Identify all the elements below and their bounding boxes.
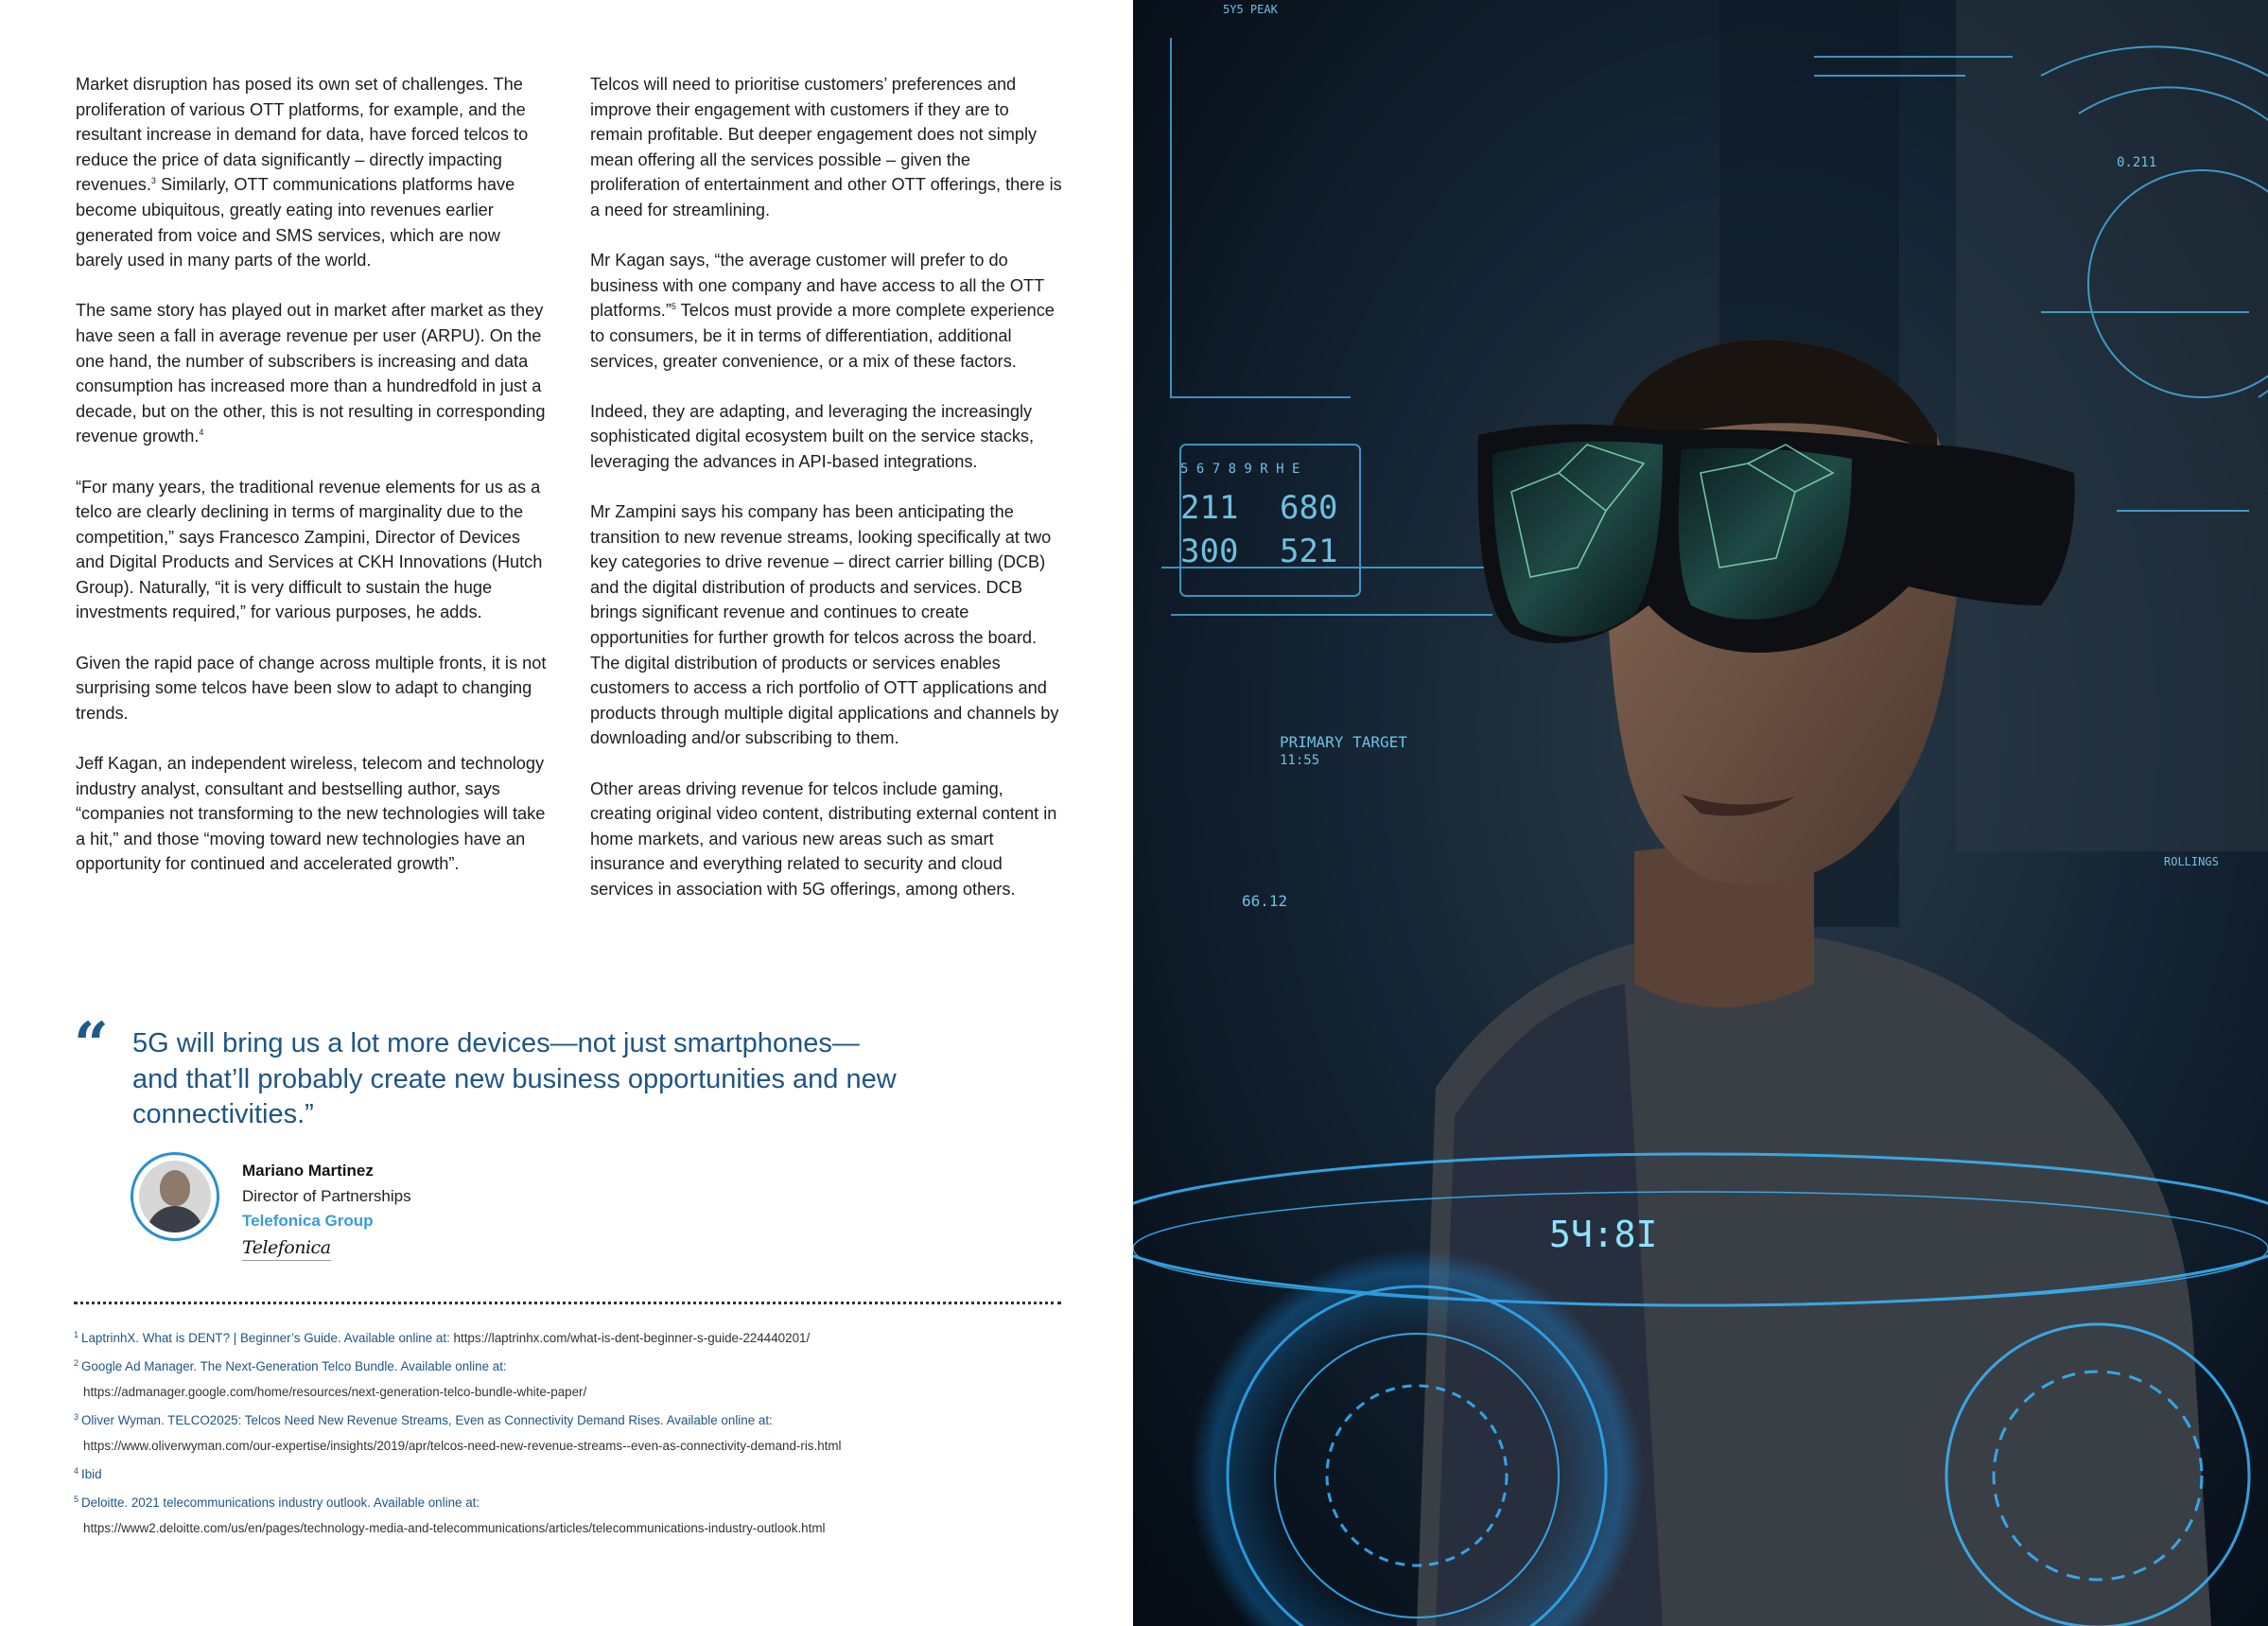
footnote-link[interactable]: https://www2.deloitte.com/us/en/pages/technology-media-and-telecommunications/articles/telecommunications-industry-outlook.html xyxy=(83,1521,826,1535)
paragraph-text: Telcos will need to prioritise customers’ preferences and improve their engagement with customers if they are to remain profitable. But deeper engagement does not simply mean offering all the services possible – given the proliferation of entertainment and other OTT offerings, there is a need for streamlining. xyxy=(590,75,1062,219)
vr-headset-photo xyxy=(1133,0,2268,1626)
footnote-item xyxy=(74,1405,1076,1459)
footnote-number: 1 xyxy=(74,1330,79,1339)
paragraph xyxy=(590,499,1063,751)
paragraph-text: Jeff Kagan, an independent wireless, telecom and technology industry analyst, consultant and bestselling author, says “companies not transforming to the new technologies will take a hit,” and those “moving toward new technologies have an opportunity for continued and accelerated growth”. xyxy=(76,754,546,874)
paragraph-text: Other areas driving revenue for telcos include gaming, creating original video content, distributing external content in home markets, and various new areas such as smart insurance and everything related to security and cloud services in association with 5G offerings, among others. xyxy=(590,778,1057,899)
pull-quote xyxy=(74,1009,906,1133)
avatar xyxy=(131,1152,219,1241)
left-text-column xyxy=(76,72,549,902)
footnote-reference: 3 xyxy=(150,176,156,186)
footnote-divider xyxy=(74,1302,1061,1304)
article-page xyxy=(0,0,1133,1626)
hud-primary-target: PRIMARY TARGET xyxy=(1280,733,1407,751)
paragraph xyxy=(590,248,1063,374)
footnote-item xyxy=(74,1459,1076,1487)
footnote-item xyxy=(74,1322,1076,1351)
paragraph-text: Given the rapid pace of change across multiple fronts, it is not surprising some telcos have been slow to adapt to changing trends. xyxy=(76,653,547,723)
hud-number-b: 680 xyxy=(1280,489,1338,527)
paragraph-text: Mr Kagan says, “the average customer will prefer to do business with one company and have access to all the OTT platforms.” xyxy=(590,251,1044,321)
quote-mark-icon: “ xyxy=(74,1009,109,1080)
hud-peak-label: 5Y5 PEAK xyxy=(1223,3,1278,16)
footnote-source: Oliver Wyman. TELCO2025: Telcos Need New Revenue Streams, Even as Connectivity Demand Rises. Available online at: xyxy=(81,1413,773,1427)
paragraph xyxy=(76,298,549,449)
paragraph-text: Mr Zampini says his company has been anticipating the transition to new revenue streams, looking specifically at two key categories to drive revenue – direct carrier billing (DCB) and the digital distribution of products and services. DCB brings significant revenue and continues to create opportunities for further growth for telcos across the board. The digital distribution of products or services enables customers to access a rich portfolio of OTT applications and products through multiple digital applications and channels by downloading and/or subscribing to them. xyxy=(590,502,1059,748)
telefonica-logo: Telefonica xyxy=(242,1237,331,1261)
speaker-title: Director of Partnerships xyxy=(242,1187,411,1205)
footnote-number: 5 xyxy=(74,1495,79,1504)
hud-number-c: 300 xyxy=(1180,533,1239,570)
footnote-source: Deloitte. 2021 telecommunications industry outlook. Available online at: xyxy=(81,1495,480,1510)
paragraph-text: Indeed, they are adapting, and leveraging the increasingly sophisticated digital ecosystem built on the service stacks, leveraging the advances in API-based integrations. xyxy=(590,401,1035,471)
footnotes xyxy=(74,1322,1076,1541)
paragraph xyxy=(590,777,1063,902)
paragraph xyxy=(590,72,1063,223)
footnote-link[interactable]: https://laptrinhx.com/what-is-dent-beginner-s-guide-224440201/ xyxy=(453,1331,811,1345)
paragraph xyxy=(76,751,549,877)
footnote-reference: 5 xyxy=(671,302,676,312)
speaker-card xyxy=(131,1152,603,1266)
right-text-column xyxy=(590,72,1063,927)
quote-text: 5G will bring us a lot more devices—not just smartphones— and that’ll probably create new business opportunities and new connectivities.” xyxy=(132,1028,897,1129)
hud-small-b: 66.12 xyxy=(1242,892,1288,910)
paragraph-text-continued: Telcos must provide a more complete experience to consumers, be it in terms of differentiation, additional services, greater convenience, or a mix of these factors. xyxy=(590,301,1055,371)
paragraph xyxy=(76,72,549,273)
paragraph-text-continued: Similarly, OTT communications platforms have become ubiquitous, greatly eating into revenues earlier generated from voice and SMS services, which are now barely used in many parts of the world. xyxy=(76,175,515,271)
paragraph-text: “For many years, the traditional revenue elements for us as a telco are clearly declining in terms of marginality due to the competition,” says Francesco Zampini, Director of Devices and Digital Products and Services at CKH Innovations (Hutch Group). Naturally, “it is very difficult to sustain the huge investments required,” for various purposes, he adds. xyxy=(76,477,543,622)
footnote-item xyxy=(74,1351,1076,1405)
paragraph-text: Market disruption has posed its own set of challenges. The proliferation of various OTT platforms, for example, and the resultant increase in demand for data, have forced telcos to reduce the price of data significantly – directly impacting revenues. xyxy=(76,75,529,195)
footnote-item xyxy=(74,1487,1076,1541)
footnote-source: Ibid xyxy=(81,1467,102,1481)
hud-rollings-label: ROLLINGS xyxy=(2164,855,2219,868)
hud-readout: 5Ч:8I xyxy=(1549,1214,1658,1255)
paragraph xyxy=(76,651,549,726)
hud-small-a: 0.211 xyxy=(2117,155,2157,170)
speaker-org: Telefonica Group xyxy=(242,1212,374,1230)
footnote-source: Google Ad Manager. The Next-Generation Telco Bundle. Available online at: xyxy=(81,1359,507,1373)
hud-grid-header: 5 6 7 8 9 R H E xyxy=(1180,462,1300,477)
hud-number-d: 521 xyxy=(1280,533,1338,570)
footnote-number: 2 xyxy=(74,1358,79,1368)
hud-time: 11:55 xyxy=(1280,753,1320,768)
speaker-name: Mariano Martinez xyxy=(242,1162,374,1180)
paragraph xyxy=(76,475,549,626)
footnote-reference: 4 xyxy=(199,428,204,438)
paragraph-text: The same story has played out in market after market as they have seen a fall in average revenue per user (ARPU). On the one hand, the number of subscribers is increasing and data consumption has increased more than a hundredfold in just a decade, but on the other, this is not resulting in corresponding revenue growth. xyxy=(76,301,546,446)
hud-illustration xyxy=(1133,0,2268,1626)
footnote-link[interactable]: https://www.oliverwyman.com/our-expertise/insights/2019/apr/telcos-need-new-revenue-streams--even-as-connectivity-demand-ris.html xyxy=(83,1439,842,1453)
hud-number-a: 211 xyxy=(1180,489,1239,527)
footnote-link[interactable]: https://admanager.google.com/home/resources/next-generation-telco-bundle-white-paper/ xyxy=(83,1385,587,1399)
footnote-number: 3 xyxy=(74,1412,79,1422)
footnote-number: 4 xyxy=(74,1466,79,1476)
footnote-source: LaptrinhX. What is DENT? | Beginner’s Guide. Available online at: xyxy=(81,1331,450,1345)
paragraph xyxy=(590,399,1063,475)
